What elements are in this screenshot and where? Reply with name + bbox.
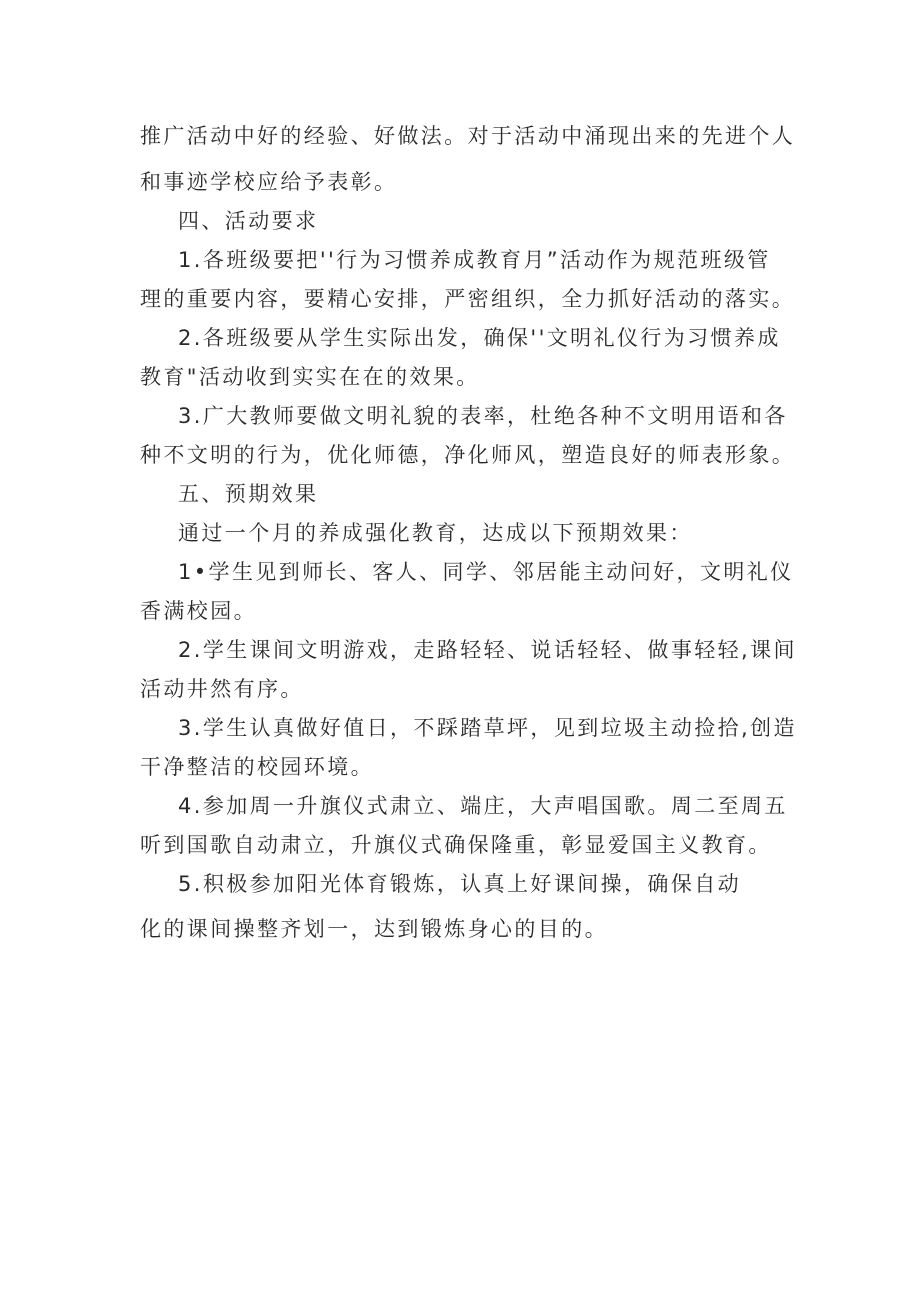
paragraph-line: 3.学生认真做好值日，不踩踏草坪，见到垃圾主动捡拾,创造	[178, 716, 797, 740]
section-heading: 五、预期效果	[178, 482, 319, 506]
paragraph-line: 教育"活动收到实实在在的效果。	[140, 365, 480, 389]
paragraph-line: 通过一个月的养成强化教育，达成以下预期效果：	[178, 521, 693, 545]
paragraph-line: 听到国歌自动肃立，升旗仪式确保隆重，彰显爱国主义教育。	[140, 833, 772, 857]
paragraph-line: 1•学生见到师长、客人、同学、邻居能主动问好，文明礼仪	[178, 560, 794, 584]
section-heading: 四、活动要求	[178, 209, 319, 233]
paragraph-line: 理的重要内容，要精心安排，严密组织，全力抓好活动的落实。	[140, 287, 796, 311]
paragraph-line: 和事迹学校应给予表彰。	[140, 170, 398, 194]
paragraph-line: 化的课间操整齐划一，达到锻炼身心的目的。	[140, 917, 608, 941]
paragraph-line: 种不文明的行为，优化师德，净化师风，塑造良好的师表形象。	[140, 443, 796, 467]
paragraph-line: 2.各班级要从学生实际出发，确保''文明礼仪行为习惯养成	[178, 326, 781, 350]
paragraph-line: 4.参加周一升旗仪式肃立、端庄，大声唱国歌。周二至周五	[178, 794, 788, 818]
paragraph-line: 活动井然有序。	[140, 677, 304, 701]
paragraph-line: 推广活动中好的经验、好做法。对于活动中涌现出来的先进个人	[140, 124, 796, 148]
paragraph-line: 2.学生课间文明游戏，走路轻轻、说话轻轻、做事轻轻,课间	[178, 638, 797, 662]
paragraph-line: 3.广大教师要做文明礼貌的表率，杜绝各种不文明用语和各	[178, 404, 788, 428]
paragraph-line: 5.积极参加阳光体育锻炼，认真上好课间操，确保自动	[178, 872, 742, 896]
paragraph-line: 干净整洁的校园环境。	[140, 755, 374, 779]
paragraph-line: 1.各班级要把''行为习惯养成教育月”活动作为规范班级管	[178, 248, 771, 272]
paragraph-line: 香满校园。	[140, 599, 257, 623]
